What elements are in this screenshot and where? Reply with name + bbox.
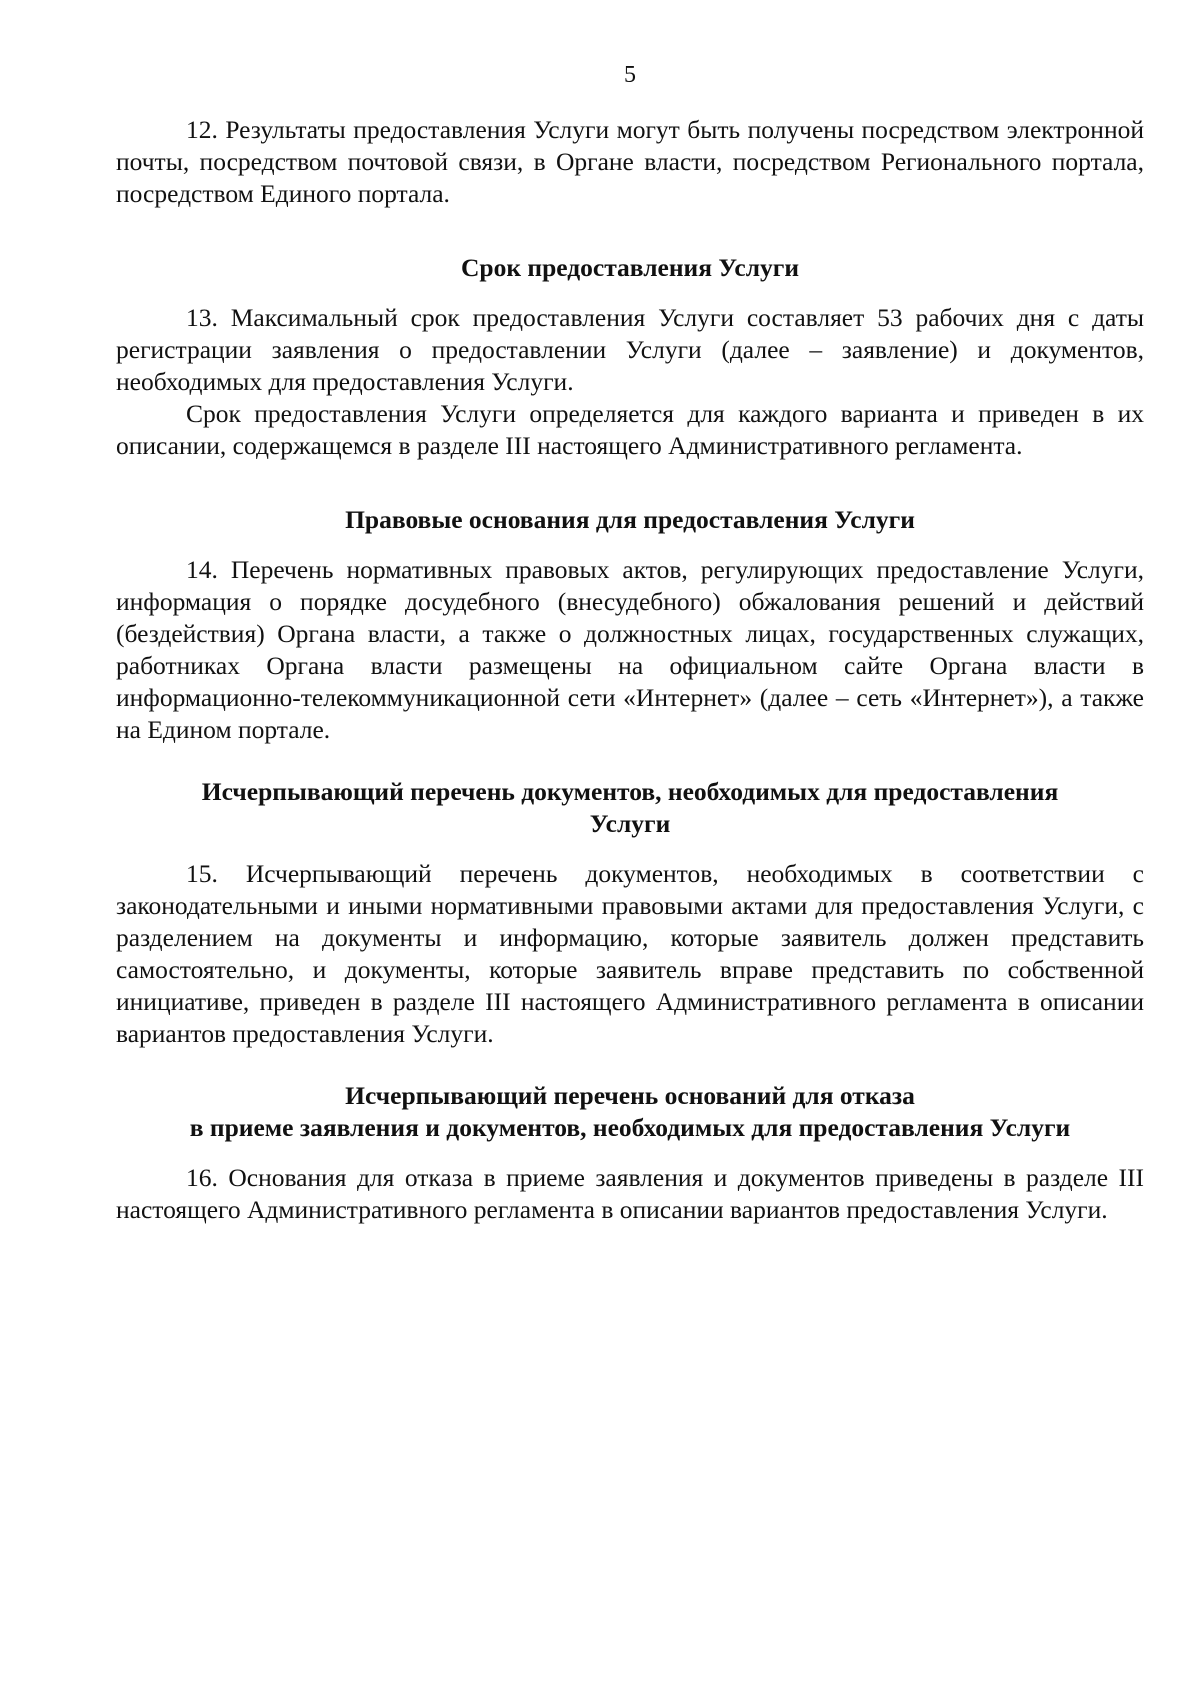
paragraph-16: 16. Основания для отказа в приеме заявления и документов приведены в разделе III настоящего Административного регламента в описании вариантов предоставления Услуги. (116, 1163, 1144, 1224)
heading-legal-basis: Правовые основания для предоставления Услуги (345, 505, 915, 534)
page-number: 5 (624, 62, 636, 88)
heading-documents-line-1: Исчерпывающий перечень документов, необходимых для предоставления (201, 777, 1059, 806)
paragraph-13: 13. Максимальный срок предоставления Услуги составляет 53 рабочих дня с даты регистрации заявления о предоставлении Услуги (далее – заявление) и документов, необходимых для предоставления Услуги. (116, 303, 1144, 396)
heading-refusal-line-1: Исчерпывающий перечень оснований для отказа (345, 1081, 915, 1110)
document-page (116, 60, 1144, 1226)
heading-refusal-line-2: в приеме заявления и документов, необходимых для предоставления Услуги (189, 1113, 1071, 1142)
heading-refusal-grounds (116, 1080, 1144, 1144)
paragraph-13-continued: Срок предоставления Услуги определяется для каждого варианта и приведен в их описании, содержащемся в разделе III настоящего Административного регламента. (116, 399, 1144, 460)
heading-term: Срок предоставления Услуги (460, 253, 800, 282)
paragraph-12: 12. Результаты предоставления Услуги могут быть получены посредством электронной почты, посредством почтовой связи, в Органе власти, посредством Регионального портала, посредством Единого портала. (116, 115, 1144, 208)
heading-documents-line-2: Услуги (589, 809, 671, 838)
paragraph-14: 14. Перечень нормативных правовых актов, регулирующих предоставление Услуги, информация о порядке досудебного (внесудебного) обжалования решений и действий (бездействия) Органа власти, а также о должностных лицах, государственных служащих, работниках Органа власти размещены на официальном сайте Органа власти в информационно-телекоммуникационной сети «Интернет» (далее – сеть «Интернет»), а также на Едином портале. (116, 555, 1144, 744)
heading-documents-list (116, 776, 1144, 840)
paragraph-15: 15. Исчерпывающий перечень документов, необходимых в соответствии с законодательными и иными нормативными правовыми актами для предоставления Услуги, с разделением на документы и информацию, которые заявитель должен представить самостоятельно, и документы, которые заявитель вправе представить по собственной инициативе, приведен в разделе III настоящего Административного регламента в описании вариантов предоставления Услуги. (116, 859, 1144, 1048)
